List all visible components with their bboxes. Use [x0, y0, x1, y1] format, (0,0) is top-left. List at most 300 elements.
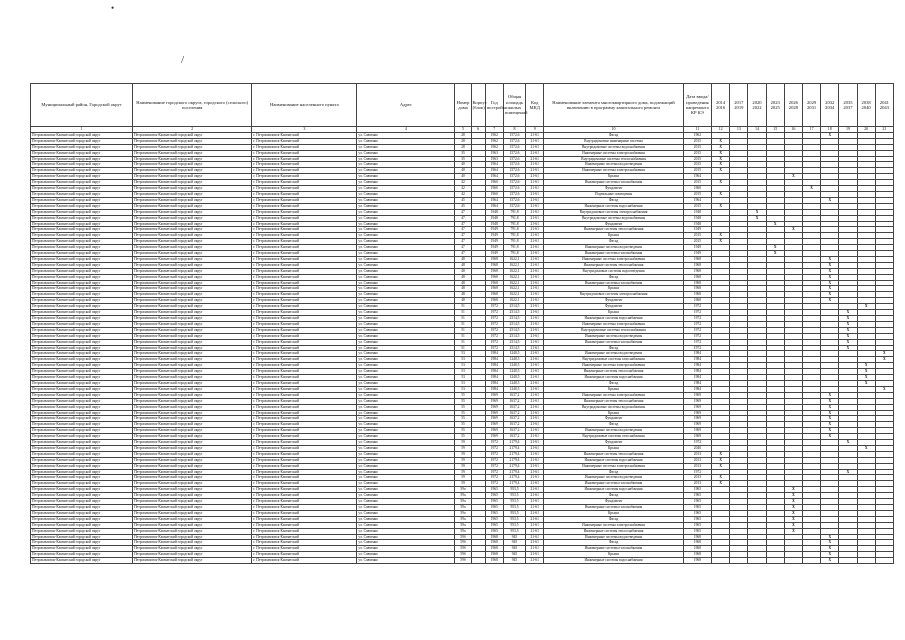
table-cell: Петропавловск-Камчатский городской округ: [31, 262, 133, 268]
column-header: 2032 2034: [821, 84, 839, 127]
table-cell: ул. Савченко: [357, 546, 455, 552]
table-cell: Петропавловск-Камчатский городской округ: [133, 197, 252, 203]
table-cell: 21-61: [526, 505, 544, 511]
table-cell: 1965: [683, 516, 711, 522]
table-cell: Петропавловск-Камчатский городской округ: [133, 380, 252, 386]
table-cell: Петропавловск-Камчатский городской округ: [31, 392, 133, 398]
table-cell: Петропавловск-Камчатский городской округ: [31, 481, 133, 487]
table-cell: Петропавловск-Камчатский городской округ: [133, 546, 252, 552]
table-cell: Петропавловск-Камчатский городской округ: [133, 375, 252, 381]
table-cell: г. Петропавловск-Камчатский: [252, 398, 357, 404]
table-cell: 21-61: [526, 410, 544, 416]
table-cell: Петропавловск-Камчатский городской округ: [31, 451, 133, 457]
column-header: 2017 2019: [730, 84, 748, 127]
table-cell: 59: [455, 469, 471, 475]
table-cell: 1948: [485, 215, 503, 221]
table-cell: 1968: [485, 552, 503, 558]
table-cell: Инженерные системы теплоснабжения: [544, 398, 683, 404]
table-cell: ул. Савченко: [357, 481, 455, 487]
table-cell: г. Петропавловск-Камчатский: [252, 327, 357, 333]
table-cell: Внутридомовые системы электроснабжения: [544, 292, 683, 298]
column-number: 11: [683, 127, 711, 133]
table-cell: Крыша: [544, 552, 683, 558]
table-cell: Петропавловск-Камчатский городской округ: [133, 540, 252, 546]
table-cell: Петропавловск-Камчатский городской округ: [133, 221, 252, 227]
table-cell: 55: [455, 434, 471, 440]
table-cell: Внутридомовые инженерные системы: [544, 138, 683, 144]
table-cell: 48: [455, 298, 471, 304]
table-cell: 21-61: [526, 191, 544, 197]
table-cell: 953,5: [503, 493, 525, 499]
table-cell: 21-61: [526, 292, 544, 298]
period-mark-cell: X: [821, 416, 839, 422]
table-cell: 2015: [683, 168, 711, 174]
table-cell: ул. Савченко: [357, 528, 455, 534]
table-cell: Фундамент: [544, 440, 683, 446]
table-cell: ул. Савченко: [357, 174, 455, 180]
table-cell: Петропавловск-Камчатский городской округ: [31, 280, 133, 286]
table-cell: 47: [455, 239, 471, 245]
table-cell: 1968: [485, 292, 503, 298]
table-cell: 2514,5: [503, 333, 525, 339]
table-cell: 53: [455, 363, 471, 369]
table-cell: Петропавловск-Камчатский городской округ: [133, 174, 252, 180]
period-mark-cell: X: [784, 227, 802, 233]
table-cell: ул. Савченко: [357, 469, 455, 475]
table-cell: Петропавловск-Камчатский городской округ: [31, 528, 133, 534]
table-cell: Крыша: [544, 174, 683, 180]
table-cell: 2015: [683, 144, 711, 150]
table-cell: 1969: [683, 398, 711, 404]
table-cell: 1968: [485, 558, 503, 564]
table-cell: 21-61: [526, 386, 544, 392]
table-cell: Петропавловск-Камчатский городской округ: [31, 363, 133, 369]
table-cell: 953,5: [503, 505, 525, 511]
period-mark-cell: X: [875, 357, 893, 363]
table-cell: г. Петропавловск-Камчатский: [252, 132, 357, 138]
table-cell: Крыша: [544, 286, 683, 292]
table-cell: Петропавловск-Камчатский городской округ: [31, 156, 133, 162]
table-cell: г. Петропавловск-Камчатский: [252, 422, 357, 428]
table-cell: г. Петропавловск-Камчатский: [252, 434, 357, 440]
table-cell: г. Петропавловск-Камчатский: [252, 493, 357, 499]
table-cell: 1622,1: [503, 286, 525, 292]
column-number: 9: [526, 127, 544, 133]
table-cell: ул. Савченко: [357, 292, 455, 298]
table-cell: Внутридомовые системы газоснабжения: [544, 434, 683, 440]
table-cell: 1949: [683, 227, 711, 233]
table-cell: г. Петропавловск-Камчатский: [252, 357, 357, 363]
pencil-mark: /: [181, 54, 185, 66]
table-cell: Фасад: [544, 239, 683, 245]
table-cell: г. Петропавловск-Камчатский: [252, 174, 357, 180]
table-cell: 1984: [683, 380, 711, 386]
table-cell: ул. Савченко: [357, 227, 455, 233]
table-cell: г. Петропавловск-Камчатский: [252, 404, 357, 410]
table-cell: 1949: [485, 233, 503, 239]
table-cell: 1949: [485, 239, 503, 245]
table-cell: Петропавловск-Камчатский городской округ: [31, 469, 133, 475]
table-cell: 1962: [485, 144, 503, 150]
table-cell: 21-61: [526, 528, 544, 534]
table-cell: Инженерные системы электроснабжения: [544, 392, 683, 398]
table-cell: ул. Савченко: [357, 505, 455, 511]
table-cell: г. Петропавловск-Камчатский: [252, 209, 357, 215]
table-cell: 40: [455, 162, 471, 168]
table-cell: г. Петропавловск-Камчатский: [252, 227, 357, 233]
table-cell: 2179,4: [503, 469, 525, 475]
column-number: 15: [766, 127, 784, 133]
period-mark-cell: X: [821, 422, 839, 428]
table-cell: 1972: [683, 310, 711, 316]
table-cell: Петропавловск-Камчатский городской округ: [31, 534, 133, 540]
table-cell: Петропавловск-Камчатский городской округ: [133, 516, 252, 522]
table-cell: 1622,1: [503, 292, 525, 298]
table-cell: Петропавловск-Камчатский городской округ: [31, 209, 133, 215]
column-header: Дата ввода/ проведения капремонта КР КЭ: [683, 84, 711, 127]
period-mark-cell: X: [821, 132, 839, 138]
table-cell: 55: [455, 422, 471, 428]
table-cell: 1972: [485, 333, 503, 339]
table-cell: Петропавловск-Камчатский городской округ: [133, 245, 252, 251]
table-cell: 791,8: [503, 227, 525, 233]
table-cell: 21-61: [526, 256, 544, 262]
table-cell: 2179,4: [503, 481, 525, 487]
table-cell: Петропавловск-Камчатский городской округ: [31, 410, 133, 416]
table-cell: 21-61: [526, 168, 544, 174]
period-mark-cell: [784, 558, 802, 564]
period-mark-cell: X: [857, 363, 875, 369]
table-cell: 1964: [683, 174, 711, 180]
table-cell: Петропавловск-Камчатский городской округ: [133, 203, 252, 209]
period-mark-cell: X: [821, 392, 839, 398]
period-mark-cell: X: [784, 510, 802, 516]
table-cell: г. Петропавловск-Камчатский: [252, 345, 357, 351]
table-cell: 945: [503, 558, 525, 564]
table-cell: Внутридомовые системы теплоснабжения: [544, 156, 683, 162]
table-cell: 59б: [455, 534, 471, 540]
table-cell: Петропавловск-Камчатский городской округ: [31, 197, 133, 203]
period-mark-cell: X: [875, 386, 893, 392]
table-cell: г. Петропавловск-Камчатский: [252, 321, 357, 327]
table-cell: 1972: [683, 440, 711, 446]
table-cell: 2179,4: [503, 440, 525, 446]
table-cell: 2514,5: [503, 339, 525, 345]
table-cell: 21-61: [526, 540, 544, 546]
table-cell: г. Петропавловск-Камчатский: [252, 428, 357, 434]
table-cell: Петропавловск-Камчатский городской округ: [31, 499, 133, 505]
table-cell: Инженерные системы электроснабжения: [544, 150, 683, 156]
table-cell: 2514,5: [503, 321, 525, 327]
period-mark-cell: X: [766, 221, 784, 227]
period-mark-cell: X: [766, 245, 784, 251]
table-cell: 1972: [485, 440, 503, 446]
table-cell: ул. Савченко: [357, 168, 455, 174]
table-cell: Фасад: [544, 493, 683, 499]
period-mark-cell: X: [821, 558, 839, 564]
table-cell: 21-61: [526, 156, 544, 162]
table-cell: Петропавловск-Камчатский городской округ: [133, 274, 252, 280]
table-cell: Петропавловск-Камчатский городской округ: [133, 469, 252, 475]
table-cell: 2179,4: [503, 475, 525, 481]
table-cell: 1960: [485, 191, 503, 197]
table-cell: 51: [455, 321, 471, 327]
table-cell: 953,5: [503, 487, 525, 493]
period-mark-cell: X: [784, 493, 802, 499]
table-cell: Петропавловск-Камчатский городской округ: [31, 239, 133, 245]
table-cell: Подвальные помещения: [544, 191, 683, 197]
table-cell: 21-61: [526, 144, 544, 150]
table-cell: г. Петропавловск-Камчатский: [252, 510, 357, 516]
table-cell: ул. Савченко: [357, 522, 455, 528]
table-cell: 1968: [683, 546, 711, 552]
table-cell: Инженерные системы газоснабжения: [544, 481, 683, 487]
table-cell: 40: [455, 174, 471, 180]
table-cell: Петропавловск-Камчатский городской округ: [133, 327, 252, 333]
table-cell: Петропавловск-Камчатский городской округ: [133, 434, 252, 440]
table-cell: 21-61: [526, 174, 544, 180]
table-cell: г. Петропавловск-Камчатский: [252, 499, 357, 505]
table-cell: Петропавловск-Камчатский городской округ: [133, 493, 252, 499]
table-cell: Петропавловск-Камчатский городской округ: [31, 375, 133, 381]
table-cell: Петропавловск-Камчатский городской округ: [133, 339, 252, 345]
table-cell: ул. Савченко: [357, 339, 455, 345]
period-mark-cell: X: [748, 209, 766, 215]
table-cell: 1984: [683, 351, 711, 357]
table-cell: 55: [455, 416, 471, 422]
table-cell: Петропавловск-Камчатский городской округ: [133, 262, 252, 268]
table-cell: Петропавловск-Камчатский городской округ: [133, 233, 252, 239]
table-cell: ул. Савченко: [357, 251, 455, 257]
column-header: Адрес: [357, 84, 455, 127]
table-cell: 53: [455, 375, 471, 381]
table-cell: 21-61: [526, 150, 544, 156]
table-cell: 1984: [683, 369, 711, 375]
table-cell: 1572,6: [503, 150, 525, 156]
table-cell: Инженерные системы водоснабжения: [544, 375, 683, 381]
table-cell: г. Петропавловск-Камчатский: [252, 197, 357, 203]
table-cell: 1965: [485, 505, 503, 511]
table-cell: ул. Савченко: [357, 357, 455, 363]
table-cell: 21-61: [526, 180, 544, 186]
table-cell: Петропавловск-Камчатский городской округ: [133, 251, 252, 257]
table-cell: 1969: [485, 422, 503, 428]
table-cell: г. Петропавловск-Камчатский: [252, 245, 357, 251]
table-cell: ул. Савченко: [357, 493, 455, 499]
table-cell: 1572,6: [503, 203, 525, 209]
table-cell: Петропавловск-Камчатский городской округ: [133, 528, 252, 534]
table-cell: 1964: [683, 197, 711, 203]
column-number: 12: [712, 127, 730, 133]
period-mark-cell: X: [821, 398, 839, 404]
table-body: [31, 132, 894, 563]
period-mark-cell: X: [821, 197, 839, 203]
table-cell: 59: [455, 463, 471, 469]
table-cell: Инженерные системы водоснабжения: [544, 487, 683, 493]
table-cell: 1572,6: [503, 174, 525, 180]
table-cell: ул. Савченко: [357, 487, 455, 493]
table-cell: 1972: [683, 316, 711, 322]
table-cell: Петропавловск-Камчатский городской округ: [133, 227, 252, 233]
table-cell: 1969: [683, 428, 711, 434]
table-cell: 1968: [683, 534, 711, 540]
table-cell: 21-61: [526, 522, 544, 528]
table-cell: 1240,5: [503, 357, 525, 363]
table-cell: 21-61: [526, 203, 544, 209]
table-cell: Инженерные системы водоотведения: [544, 245, 683, 251]
table-cell: ул. Савченко: [357, 516, 455, 522]
table-cell: Крыша: [544, 510, 683, 516]
table-cell: 51: [455, 339, 471, 345]
table-cell: 1972: [485, 475, 503, 481]
table-cell: 1968: [485, 256, 503, 262]
column-number: 18: [821, 127, 839, 133]
period-mark-cell: X: [748, 215, 766, 221]
column-number: 8: [503, 127, 525, 133]
table-cell: ул. Савченко: [357, 310, 455, 316]
table-cell: ул. Савченко: [357, 416, 455, 422]
table-cell: Петропавловск-Камчатский городской округ: [31, 416, 133, 422]
table-cell: Петропавловск-Камчатский городской округ: [133, 451, 252, 457]
table-cell: 1965: [485, 528, 503, 534]
table-cell: г. Петропавловск-Камчатский: [252, 534, 357, 540]
table-cell: г. Петропавловск-Камчатский: [252, 256, 357, 262]
table-cell: Петропавловск-Камчатский городской округ: [133, 445, 252, 451]
table-cell: Фундамент: [544, 221, 683, 227]
table-cell: 21-61: [526, 416, 544, 422]
table-cell: 2514,5: [503, 345, 525, 351]
table-cell: 2013: [683, 463, 711, 469]
table-cell: 21-61: [526, 445, 544, 451]
table-cell: Петропавловск-Камчатский городской округ: [133, 522, 252, 528]
table-cell: 21-61: [526, 274, 544, 280]
period-mark-cell: X: [839, 316, 857, 322]
table-cell: Петропавловск-Камчатский городской округ: [133, 457, 252, 463]
table-cell: 21-61: [526, 516, 544, 522]
table-cell: 55: [455, 410, 471, 416]
table-cell: г. Петропавловск-Камчатский: [252, 540, 357, 546]
column-header: Муниципальный район, Городской округ: [31, 84, 133, 127]
table-cell: 1964: [485, 203, 503, 209]
period-mark-cell: X: [712, 156, 730, 162]
table-cell: 2514,5: [503, 310, 525, 316]
table-cell: Петропавловск-Камчатский городской округ: [31, 422, 133, 428]
table-cell: 1984: [485, 351, 503, 357]
table-cell: 1984: [485, 375, 503, 381]
period-mark-cell: X: [712, 180, 730, 186]
column-number: 16: [784, 127, 802, 133]
table-cell: Внутридомовые системы водоснабжения: [544, 404, 683, 410]
table-cell: Петропавловск-Камчатский городской округ: [31, 475, 133, 481]
table-cell: Петропавловск-Камчатский городской округ: [31, 333, 133, 339]
table-cell: 21-61: [526, 215, 544, 221]
table-cell: Петропавловск-Камчатский городской округ: [31, 440, 133, 446]
table-cell: 1969: [485, 416, 503, 422]
table-cell: 21-61: [526, 510, 544, 516]
table-cell: 21-61: [526, 558, 544, 564]
column-header: Общая площадь жилых помещений: [503, 84, 525, 127]
table-cell: ул. Савченко: [357, 558, 455, 564]
table-cell: Петропавловск-Камчатский городской округ: [31, 457, 133, 463]
table-cell: 21-61: [526, 345, 544, 351]
table-cell: Петропавловск-Камчатский городской округ: [133, 292, 252, 298]
table-cell: ул. Савченко: [357, 286, 455, 292]
table-header: [31, 84, 894, 133]
table-cell: Петропавловск-Камчатский городской округ: [133, 499, 252, 505]
table-cell: 21-61: [526, 132, 544, 138]
period-mark-cell: X: [784, 505, 802, 511]
column-header: 2023 2025: [766, 84, 784, 127]
period-mark-cell: X: [821, 292, 839, 298]
column-number: 4: [357, 127, 455, 133]
table-cell: Петропавловск-Камчатский городской округ: [133, 256, 252, 262]
table-cell: 48: [455, 262, 471, 268]
table-cell: 28: [455, 144, 471, 150]
table-cell: 1968: [683, 540, 711, 546]
table-cell: 1972: [485, 451, 503, 457]
table-cell: 21-61: [526, 327, 544, 333]
table-cell: 1964: [485, 162, 503, 168]
table-cell: Петропавловск-Камчатский городской округ: [31, 256, 133, 262]
table-cell: ул. Савченко: [357, 274, 455, 280]
table-cell: 1965: [485, 522, 503, 528]
table-cell: 21-61: [526, 369, 544, 375]
table-cell: Петропавловск-Камчатский городской округ: [133, 144, 252, 150]
table-cell: Петропавловск-Камчатский городской округ: [31, 274, 133, 280]
table-cell: г. Петропавловск-Камчатский: [252, 304, 357, 310]
table-cell: Петропавловск-Камчатский городской округ: [133, 363, 252, 369]
column-header: Корпус (блок): [471, 84, 485, 127]
table-cell: 28: [455, 138, 471, 144]
table-cell: 1972: [485, 316, 503, 322]
table-cell: 1960: [485, 180, 503, 186]
table-cell: 1969: [683, 392, 711, 398]
table-cell: г. Петропавловск-Камчатский: [252, 369, 357, 375]
table-cell: 1984: [485, 369, 503, 375]
table-cell: 2015: [683, 203, 711, 209]
period-mark-cell: X: [821, 268, 839, 274]
table-cell: г. Петропавловск-Камчатский: [252, 168, 357, 174]
table-cell: 21-61: [526, 351, 544, 357]
table-cell: Крыша: [544, 445, 683, 451]
table-cell: 1965: [683, 522, 711, 528]
table-cell: Петропавловск-Камчатский городской округ: [31, 245, 133, 251]
period-mark-cell: X: [712, 481, 730, 487]
table-cell: 945: [503, 552, 525, 558]
table-cell: г. Петропавловск-Камчатский: [252, 186, 357, 192]
table-cell: г. Петропавловск-Камчатский: [252, 286, 357, 292]
table-cell: 1968: [485, 286, 503, 292]
table-cell: 1622,1: [503, 298, 525, 304]
column-number: 19: [839, 127, 857, 133]
table-cell: Петропавловск-Камчатский городской округ: [133, 398, 252, 404]
table-cell: ул. Савченко: [357, 428, 455, 434]
table-cell: 1968: [683, 552, 711, 558]
table-cell: Фасад: [544, 380, 683, 386]
table-cell: 35: [455, 156, 471, 162]
table-cell: Петропавловск-Камчатский городской округ: [133, 481, 252, 487]
table-cell: 47: [455, 221, 471, 227]
table-cell: 1963: [485, 156, 503, 162]
table-cell: Крыша: [544, 386, 683, 392]
table-cell: 35: [455, 150, 471, 156]
table-cell: Петропавловск-Камчатский городской округ: [31, 540, 133, 546]
table-cell: 21-61: [526, 398, 544, 404]
period-mark-cell: X: [839, 440, 857, 446]
table-cell: Петропавловск-Камчатский городской округ: [31, 339, 133, 345]
table-cell: г. Петропавловск-Камчатский: [252, 298, 357, 304]
table-cell: 47: [455, 227, 471, 233]
